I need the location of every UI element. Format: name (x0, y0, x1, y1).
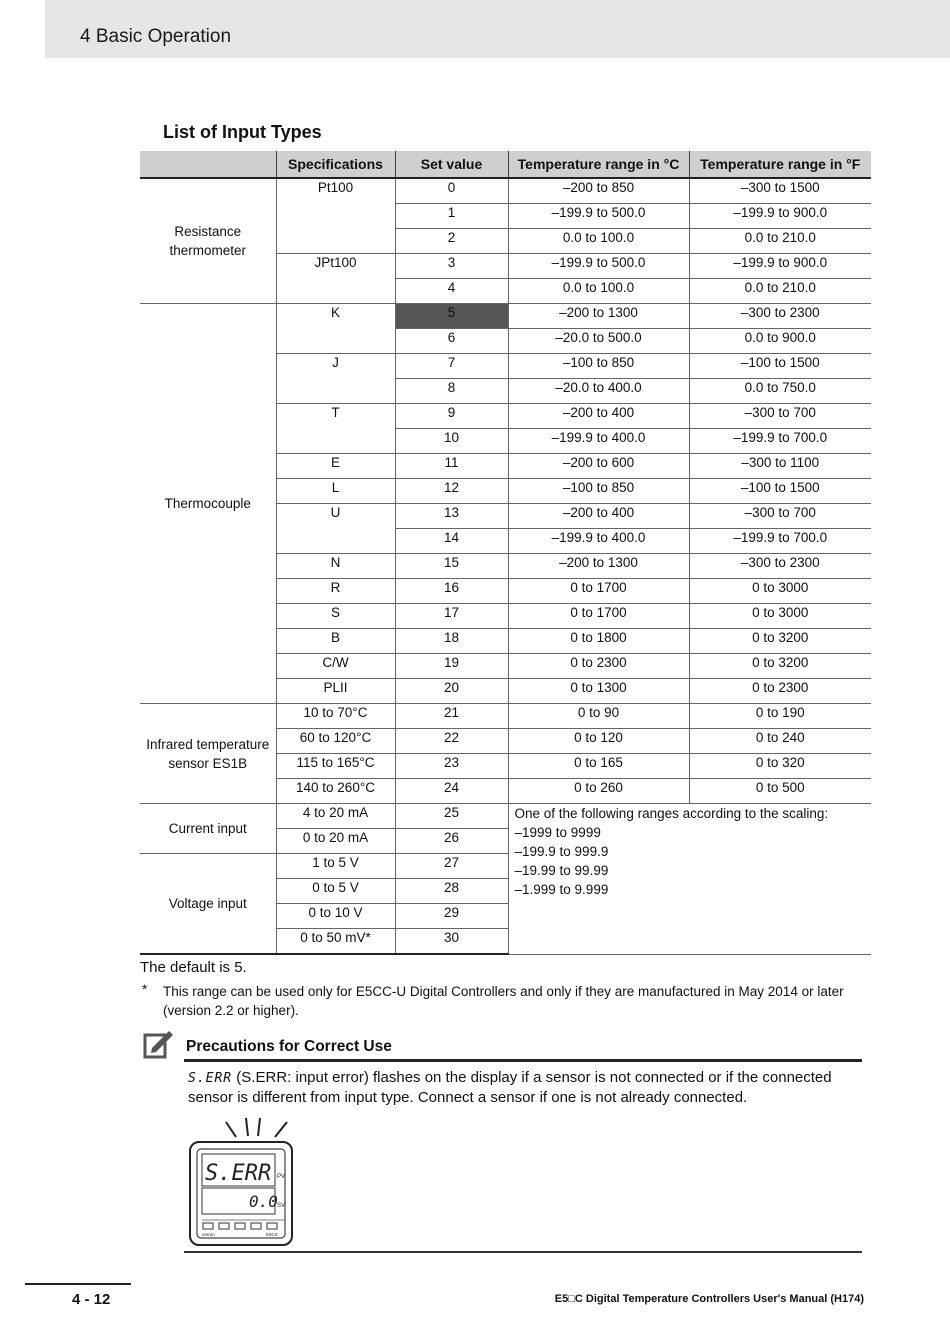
temp-c-cell: 0 to 260 (508, 779, 689, 804)
precautions-rule (184, 1059, 862, 1062)
set-cell: 26 (395, 829, 508, 854)
temp-c-cell: 0 to 120 (508, 729, 689, 754)
spec-cell (276, 529, 395, 554)
temp-f-cell: 0.0 to 750.0 (689, 379, 871, 404)
spec-cell: B (276, 629, 395, 654)
scaling-range: –199.9 to 999.9 (514, 844, 609, 859)
temp-f-cell: –300 to 2300 (689, 554, 871, 579)
set-cell: 19 (395, 654, 508, 679)
temp-c-cell: 0 to 165 (508, 754, 689, 779)
temp-c-cell: –200 to 400 (508, 504, 689, 529)
temp-c-cell: –200 to 600 (508, 454, 689, 479)
temp-f-cell: 0 to 3200 (689, 629, 871, 654)
temp-f-cell: 0 to 190 (689, 704, 871, 729)
spec-cell: 0 to 50 mV* (276, 929, 395, 955)
temp-c-cell: 0 to 1700 (508, 579, 689, 604)
footnote-marker: * (142, 982, 148, 997)
precautions-body (188, 1068, 868, 1107)
spec-cell (276, 429, 395, 454)
temp-c-cell: –199.9 to 400.0 (508, 429, 689, 454)
scaling-range: –1.999 to 9.999 (514, 882, 609, 897)
scaling-ranges-cell (508, 804, 871, 955)
spec-cell: C/W (276, 654, 395, 679)
temp-f-cell: 0.0 to 900.0 (689, 329, 871, 354)
table-row (140, 704, 871, 729)
set-cell: 16 (395, 579, 508, 604)
set-cell: 22 (395, 729, 508, 754)
set-cell: 8 (395, 379, 508, 404)
set-cell: 15 (395, 554, 508, 579)
spec-cell: 115 to 165°C (276, 754, 395, 779)
table-header-row (140, 151, 871, 178)
device-pv: S.ERR (205, 1161, 272, 1186)
temp-f-cell: 0 to 3000 (689, 604, 871, 629)
spec-cell: 0 to 10 V (276, 904, 395, 929)
temp-c-cell: 0 to 1800 (508, 629, 689, 654)
temp-f-cell: –300 to 1100 (689, 454, 871, 479)
spec-cell: 10 to 70°C (276, 704, 395, 729)
table-row (140, 178, 871, 204)
temp-f-cell: 0.0 to 210.0 (689, 229, 871, 254)
footer-rule (25, 1283, 131, 1285)
temp-f-cell: –300 to 700 (689, 404, 871, 429)
set-cell: 3 (395, 254, 508, 279)
input-types-table (140, 151, 871, 955)
set-cell: 14 (395, 529, 508, 554)
temp-f-cell: –199.9 to 900.0 (689, 204, 871, 229)
set-cell: 23 (395, 754, 508, 779)
header-temp-c: Temperature range in °C (508, 151, 689, 178)
default-note: The default is 5. (140, 959, 247, 976)
temp-c-cell: 0 to 2300 (508, 654, 689, 679)
temp-f-cell: 0 to 240 (689, 729, 871, 754)
scaling-intro: One of the following ranges according to the scaling: (514, 806, 829, 821)
set-cell: 17 (395, 604, 508, 629)
temp-c-cell: 0 to 1700 (508, 604, 689, 629)
spec-cell: JPt100 (276, 254, 395, 279)
temp-f-cell: 0 to 3000 (689, 579, 871, 604)
set-cell: 12 (395, 479, 508, 504)
temp-f-cell: –300 to 700 (689, 504, 871, 529)
section-title: List of Input Types (163, 122, 322, 142)
temp-c-cell: 0.0 to 100.0 (508, 229, 689, 254)
category-current: Current input (140, 804, 276, 854)
header-specifications: Specifications (276, 151, 395, 178)
spec-cell: R (276, 579, 395, 604)
temp-c-cell: –200 to 1300 (508, 304, 689, 329)
temp-c-cell: 0 to 90 (508, 704, 689, 729)
spec-cell: 60 to 120°C (276, 729, 395, 754)
temp-c-cell: –199.9 to 500.0 (508, 204, 689, 229)
category-voltage: Voltage input (140, 854, 276, 955)
manual-title: E5□C Digital Temperature Controllers User's Manual (H174) (554, 1293, 864, 1305)
device-sv: 0.0 (249, 1192, 278, 1211)
spec-cell: E (276, 454, 395, 479)
set-cell: 2 (395, 229, 508, 254)
set-cell: 27 (395, 854, 508, 879)
set-cell: 28 (395, 879, 508, 904)
temp-c-cell: –100 to 850 (508, 479, 689, 504)
spec-cell: U (276, 504, 395, 529)
category-resistance: Resistance thermometer (140, 178, 276, 304)
temp-c-cell: 0.0 to 100.0 (508, 279, 689, 304)
set-cell-default-highlight: 5 (395, 304, 508, 329)
spec-cell: L (276, 479, 395, 504)
spec-cell (276, 329, 395, 354)
temp-f-cell: –100 to 1500 (689, 354, 871, 379)
spec-cell: PLII (276, 679, 395, 704)
table-row (140, 304, 871, 329)
temp-c-cell: –100 to 850 (508, 354, 689, 379)
temp-f-cell: –199.9 to 700.0 (689, 429, 871, 454)
chapter-header: 4 Basic Operation (80, 26, 232, 47)
spec-cell: 140 to 260°C (276, 779, 395, 804)
temp-f-cell: –300 to 2300 (689, 304, 871, 329)
header-temp-f: Temperature range in °F (689, 151, 871, 178)
device-pv-label: PV (277, 1174, 286, 1180)
precautions-pencil-icon (143, 1028, 175, 1060)
temp-f-cell: 0 to 3200 (689, 654, 871, 679)
temp-f-cell: 0.0 to 210.0 (689, 279, 871, 304)
spec-cell: N (276, 554, 395, 579)
set-cell: 7 (395, 354, 508, 379)
category-infrared: Infrared temperature sensor ES1B (140, 704, 276, 804)
set-cell: 0 (395, 178, 508, 204)
temp-c-cell: –20.0 to 500.0 (508, 329, 689, 354)
spec-cell (276, 279, 395, 304)
spec-cell (276, 379, 395, 404)
temp-c-cell: –20.0 to 400.0 (508, 379, 689, 404)
page-number: 4 - 12 (72, 1291, 111, 1308)
device-sv-label: SV (277, 1203, 286, 1209)
set-cell: 1 (395, 204, 508, 229)
temp-f-cell: –100 to 1500 (689, 479, 871, 504)
category-thermocouple: Thermocouple (140, 304, 276, 704)
precautions-bottom-rule (184, 1251, 862, 1253)
set-cell: 30 (395, 929, 508, 955)
set-cell: 10 (395, 429, 508, 454)
set-cell: 4 (395, 279, 508, 304)
temp-f-cell: –199.9 to 900.0 (689, 254, 871, 279)
temp-c-cell: –199.9 to 400.0 (508, 529, 689, 554)
scaling-range: –1999 to 9999 (514, 825, 601, 840)
lcd-error-code: S.ERR (188, 1071, 233, 1086)
spec-cell: K (276, 304, 395, 329)
set-cell: 29 (395, 904, 508, 929)
temp-c-cell: –200 to 400 (508, 404, 689, 429)
precautions-title: Precautions for Correct Use (186, 1038, 392, 1055)
temp-f-cell: 0 to 2300 (689, 679, 871, 704)
set-cell: 24 (395, 779, 508, 804)
set-cell: 6 (395, 329, 508, 354)
temp-f-cell: 0 to 500 (689, 779, 871, 804)
temp-c-cell: –200 to 850 (508, 178, 689, 204)
spec-cell: T (276, 404, 395, 429)
temp-f-cell: 0 to 320 (689, 754, 871, 779)
footnote-text: This range can be used only for E5CC-U Digital Controllers and only if they are manufactured in May 2014 or later (version 2.2 or higher). (163, 984, 844, 1018)
set-cell: 13 (395, 504, 508, 529)
spec-cell: 1 to 5 V (276, 854, 395, 879)
spec-cell: 0 to 5 V (276, 879, 395, 904)
spec-cell: J (276, 354, 395, 379)
table-row (140, 804, 871, 829)
set-cell: 9 (395, 404, 508, 429)
spec-cell: S (276, 604, 395, 629)
set-cell: 20 (395, 679, 508, 704)
spec-cell (276, 204, 395, 229)
temp-f-cell: –199.9 to 700.0 (689, 529, 871, 554)
scaling-range: –19.99 to 99.99 (514, 863, 609, 878)
device-model: E5CC (266, 1232, 279, 1237)
temp-c-cell: –199.9 to 500.0 (508, 254, 689, 279)
device-brand: omron (202, 1232, 215, 1237)
temp-c-cell: –200 to 1300 (508, 554, 689, 579)
spec-cell: 4 to 20 mA (276, 804, 395, 829)
precautions-text: (S.ERR: input error) flashes on the display if a sensor is not connected or if the connected sensor is different from input type. Connect a sensor if one is not already connected. (188, 1069, 832, 1106)
temp-f-cell: –300 to 1500 (689, 178, 871, 204)
spec-cell (276, 229, 395, 254)
controller-display-illustration (186, 1110, 296, 1250)
set-cell: 11 (395, 454, 508, 479)
header-blank (140, 151, 276, 178)
set-cell: 21 (395, 704, 508, 729)
temp-c-cell: 0 to 1300 (508, 679, 689, 704)
set-cell: 18 (395, 629, 508, 654)
spec-cell: Pt100 (276, 178, 395, 204)
set-cell: 25 (395, 804, 508, 829)
spec-cell: 0 to 20 mA (276, 829, 395, 854)
header-set-value: Set value (395, 151, 508, 178)
